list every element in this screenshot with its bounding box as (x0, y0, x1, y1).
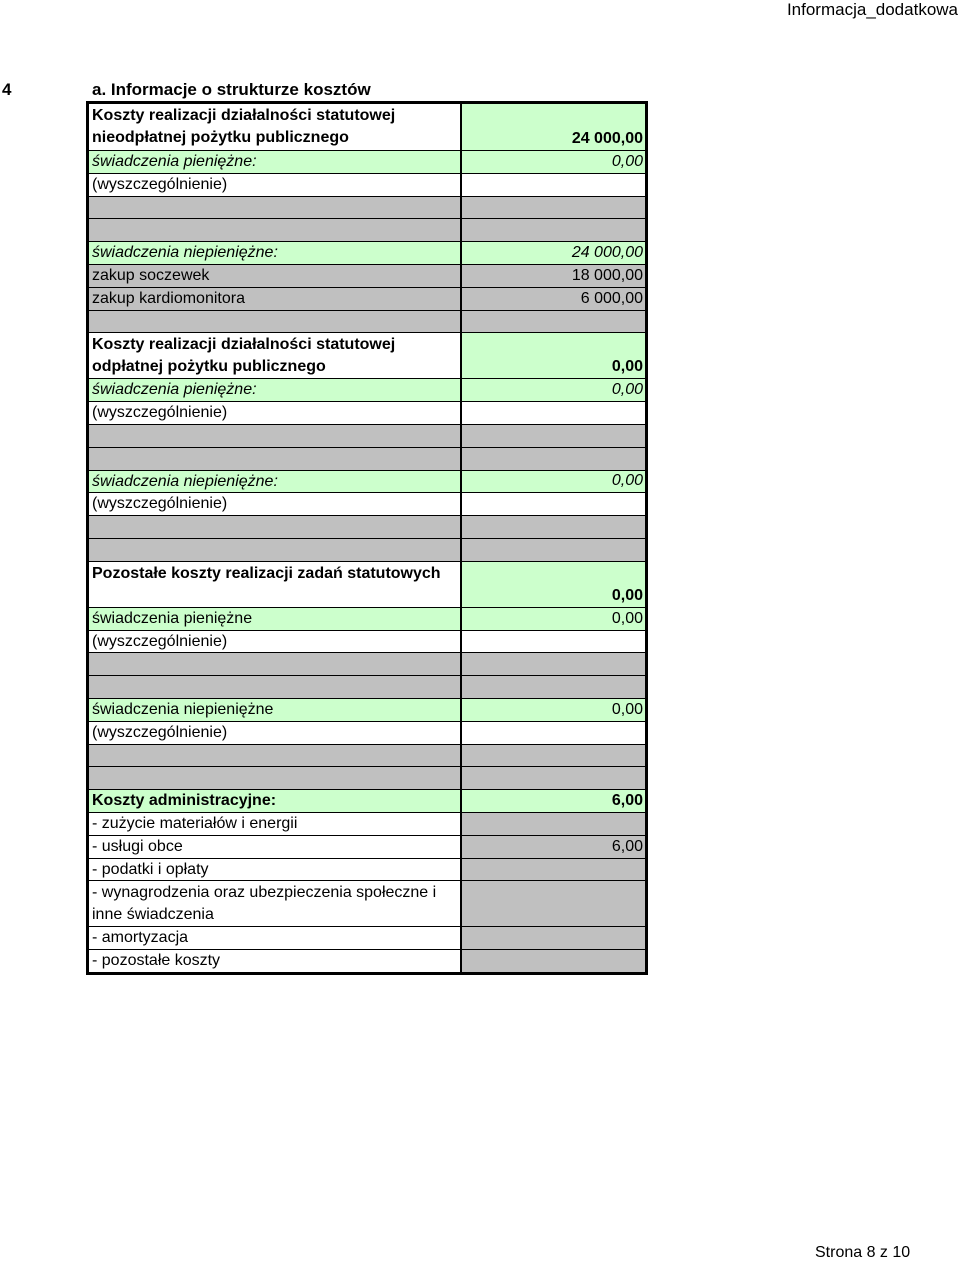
table-row (89, 926, 645, 949)
table-row (89, 150, 645, 173)
table-row (89, 447, 645, 470)
row-label (89, 219, 462, 241)
row-value: 0,00 (462, 608, 645, 630)
row-value (462, 722, 645, 744)
row-label: Koszty administracyjne: (89, 790, 462, 812)
row-value: 6,00 (462, 790, 645, 812)
row-value: 6,00 (462, 836, 645, 858)
row-label (89, 539, 462, 561)
row-label: (wyszczególnienie) (89, 402, 462, 424)
table-row (89, 332, 645, 378)
table-row (89, 538, 645, 561)
row-label (89, 745, 462, 767)
row-value (462, 174, 645, 196)
row-value (462, 881, 645, 926)
row-label (89, 653, 462, 675)
row-label: świadczenia niepieniężne: (89, 242, 462, 264)
row-label: - zużycie materiałów i energii (89, 813, 462, 835)
table-row (89, 104, 645, 150)
table-row (89, 675, 645, 698)
row-label (89, 448, 462, 470)
row-label: Pozostałe koszty realizacji zadań statutowych (89, 562, 462, 607)
table-row (89, 880, 645, 926)
row-value: 24 000,00 (462, 242, 645, 264)
row-value (462, 402, 645, 424)
sheet-title: Informacja_dodatkowa (786, 0, 958, 19)
row-label (89, 311, 462, 333)
row-value (462, 493, 645, 515)
row-value: 6 000,00 (462, 288, 645, 310)
table-row (89, 949, 645, 972)
row-label: Koszty realizacji działalności statutowej odpłatnej pożytku publicznego (89, 333, 462, 378)
row-label: (wyszczególnienie) (89, 631, 462, 653)
row-value (462, 745, 645, 767)
row-value (462, 311, 645, 333)
table-row (89, 721, 645, 744)
row-value (462, 950, 645, 972)
table-row (89, 218, 645, 241)
row-value (462, 813, 645, 835)
row-value: 24 000,00 (462, 104, 645, 150)
row-label (89, 425, 462, 447)
table-row (89, 196, 645, 219)
row-value (462, 859, 645, 881)
row-value (462, 516, 645, 538)
row-value (462, 927, 645, 949)
table-row (89, 470, 645, 493)
table-row (89, 264, 645, 287)
row-label (89, 676, 462, 698)
row-label: (wyszczególnienie) (89, 722, 462, 744)
table-row (89, 630, 645, 653)
section-number: 4 (2, 80, 12, 99)
table-row (89, 698, 645, 721)
row-label: Koszty realizacji działalności statutowej nieodpłatnej pożytku publicznego (89, 104, 462, 150)
table-row (89, 652, 645, 675)
row-value: 0,00 (462, 379, 645, 401)
page-number: Strona 8 z 10 (815, 1244, 911, 1261)
table-row (89, 287, 645, 310)
row-label: świadczenia pieniężne (89, 608, 462, 630)
row-label: - pozostałe koszty (89, 950, 462, 972)
row-value: 18 000,00 (462, 265, 645, 287)
row-value (462, 676, 645, 698)
row-label: - amortyzacja (89, 927, 462, 949)
row-value: 0,00 (462, 151, 645, 173)
row-label: zakup kardiomonitora (89, 288, 462, 310)
table-row (89, 858, 645, 881)
row-value (462, 448, 645, 470)
table-row (89, 561, 645, 607)
table-row (89, 515, 645, 538)
table-row (89, 401, 645, 424)
row-value (462, 653, 645, 675)
row-value: 0,00 (462, 699, 645, 721)
row-value: 0,00 (462, 333, 645, 378)
row-label (89, 516, 462, 538)
row-value (462, 631, 645, 653)
table-row (89, 766, 645, 789)
table-row (89, 607, 645, 630)
row-label (89, 197, 462, 219)
row-value (462, 425, 645, 447)
row-label: świadczenia niepieniężne (89, 699, 462, 721)
section-title: a. Informacje o strukturze kosztów (92, 80, 371, 99)
table-row (89, 835, 645, 858)
row-label: (wyszczególnienie) (89, 174, 462, 196)
row-label: zakup soczewek (89, 265, 462, 287)
table-row (89, 744, 645, 767)
row-label: (wyszczególnienie) (89, 493, 462, 515)
row-label: świadczenia pieniężne: (89, 379, 462, 401)
table-row (89, 241, 645, 264)
table-row (89, 812, 645, 835)
cost-structure-table (86, 101, 648, 975)
table-row (89, 173, 645, 196)
row-label: - podatki i opłaty (89, 859, 462, 881)
row-label: świadczenia niepieniężne: (89, 471, 462, 493)
row-value (462, 539, 645, 561)
row-value: 0,00 (462, 471, 645, 493)
row-value: 0,00 (462, 562, 645, 607)
row-value (462, 197, 645, 219)
row-label (89, 767, 462, 789)
row-value (462, 767, 645, 789)
row-label: - usługi obce (89, 836, 462, 858)
row-label: - wynagrodzenia oraz ubezpieczenia społeczne i inne świadczenia (89, 881, 462, 926)
row-label: świadczenia pieniężne: (89, 151, 462, 173)
table-row (89, 424, 645, 447)
table-row (89, 789, 645, 812)
row-value (462, 219, 645, 241)
table-row (89, 492, 645, 515)
table-row (89, 378, 645, 401)
table-row (89, 310, 645, 333)
